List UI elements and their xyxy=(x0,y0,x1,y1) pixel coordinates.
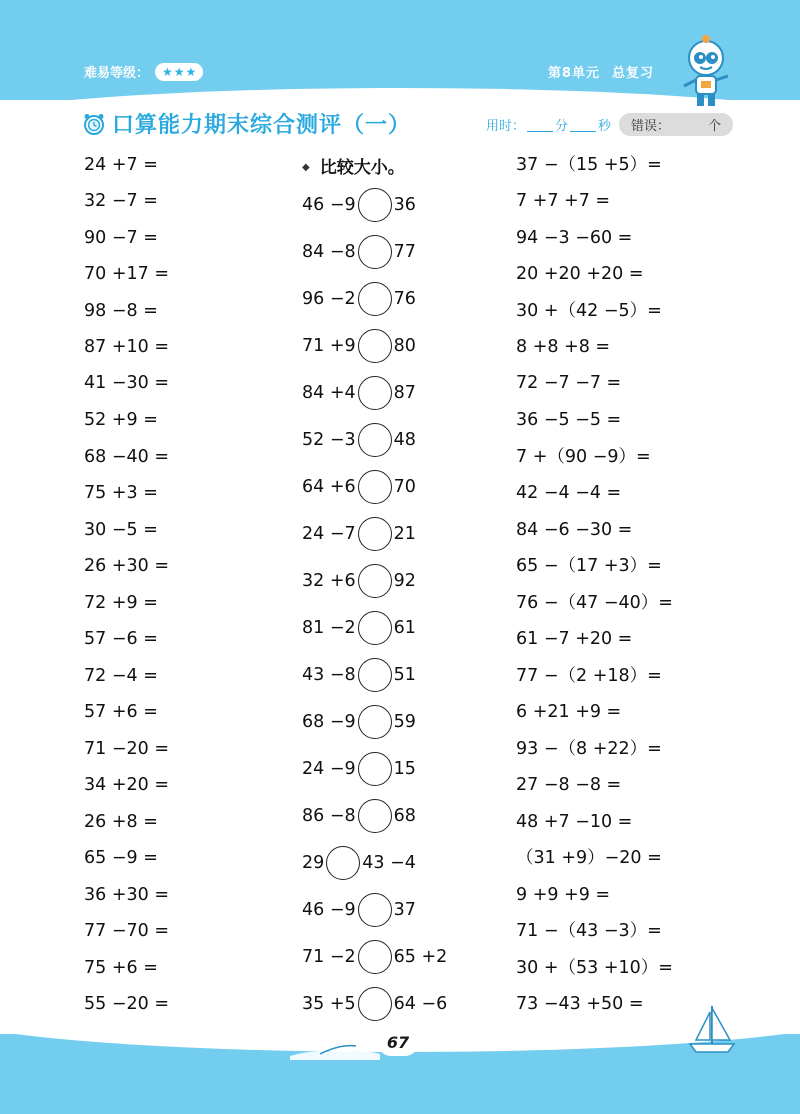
compare-right: 76 xyxy=(393,289,416,309)
problem-item: 90 −7 = xyxy=(84,228,158,248)
answer-circle[interactable] xyxy=(358,517,392,551)
compare-left: 64 +6 xyxy=(302,477,356,497)
compare-left: 24 −7 xyxy=(302,524,356,544)
wave-icon xyxy=(290,1030,380,1060)
compare-left: 35 +5 xyxy=(302,994,356,1014)
answer-circle[interactable] xyxy=(358,987,392,1021)
problem-item: 73 −43 +50 = xyxy=(516,994,644,1014)
problem-item: 37 −（15 +5）= xyxy=(516,155,662,175)
error-unit: 个 xyxy=(708,119,722,134)
compare-item xyxy=(302,752,416,786)
answer-circle[interactable] xyxy=(326,846,360,880)
compare-right: 68 xyxy=(393,806,416,826)
problem-item: 75 +3 = xyxy=(84,483,158,503)
problem-item: 36 −5 −5 = xyxy=(516,410,622,430)
problem-item: 68 −40 = xyxy=(84,447,169,467)
compare-left: 52 −3 xyxy=(302,430,356,450)
compare-item xyxy=(302,423,416,457)
minutes-blank[interactable] xyxy=(527,118,553,132)
problem-item: 34 +20 = xyxy=(84,775,169,795)
problem-item: 6 +21 +9 = xyxy=(516,702,622,722)
compare-right: 61 xyxy=(393,618,416,638)
answer-circle[interactable] xyxy=(358,893,392,927)
problem-item: 93 −（8 +22）= xyxy=(516,739,662,759)
problem-item: （31 +9）−20 = xyxy=(516,848,662,868)
compare-left: 46 −9 xyxy=(302,195,356,215)
answer-circle[interactable] xyxy=(358,235,392,269)
unit-number: 第8单元 xyxy=(548,66,601,81)
difficulty-rating xyxy=(84,62,203,81)
problem-item: 9 +9 +9 = xyxy=(516,885,611,905)
alarm-clock-icon xyxy=(82,112,106,136)
error-label: 错误： xyxy=(631,119,671,134)
diamond-bullet-icon: ◆ xyxy=(302,162,310,173)
compare-left: 86 −8 xyxy=(302,806,356,826)
time-label: 用时： xyxy=(486,119,526,134)
compare-item xyxy=(302,470,416,504)
compare-item xyxy=(302,705,416,739)
compare-left: 29 xyxy=(302,853,325,873)
compare-right: 43 −4 xyxy=(362,853,416,873)
page-title xyxy=(82,108,411,139)
answer-circle[interactable] xyxy=(358,423,392,457)
problem-item: 94 −3 −60 = xyxy=(516,228,633,248)
problem-item: 75 +6 = xyxy=(84,958,158,978)
problem-item: 87 +10 = xyxy=(84,337,169,357)
problem-item: 65 −9 = xyxy=(84,848,158,868)
problem-item: 30 −5 = xyxy=(84,520,158,540)
problem-item: 57 −6 = xyxy=(84,629,158,649)
problem-item: 77 −（2 +18）= xyxy=(516,666,662,686)
time-and-errors xyxy=(486,113,733,136)
compare-left: 84 +4 xyxy=(302,383,356,403)
problem-item: 20 +20 +20 = xyxy=(516,264,644,284)
compare-item xyxy=(302,517,416,551)
compare-item xyxy=(302,282,416,316)
title-text: 口算能力期末综合测评（一） xyxy=(112,113,412,138)
page-number: 67 xyxy=(378,1030,418,1056)
compare-left: 43 −8 xyxy=(302,665,356,685)
compare-left: 68 −9 xyxy=(302,712,356,732)
compare-right: 64 −6 xyxy=(393,994,448,1014)
problem-item: 30 +（53 +10）= xyxy=(516,958,673,978)
unit-title: 总复习 xyxy=(612,66,655,81)
compare-item xyxy=(302,846,416,880)
compare-right: 87 xyxy=(393,383,416,403)
compare-item xyxy=(302,376,416,410)
compare-left: 84 −8 xyxy=(302,242,356,262)
compare-heading xyxy=(302,155,405,181)
problem-item: 71 −20 = xyxy=(84,739,169,759)
answer-circle[interactable] xyxy=(358,658,392,692)
problem-item: 7 +7 +7 = xyxy=(516,191,611,211)
compare-left: 24 −9 xyxy=(302,759,356,779)
problem-item: 48 +7 −10 = xyxy=(516,812,633,832)
problem-item: 77 −70 = xyxy=(84,921,169,941)
problem-item: 30 +（42 −5）= xyxy=(516,301,662,321)
problem-item: 7 +（90 −9）= xyxy=(516,447,651,467)
problem-item: 24 +7 = xyxy=(84,155,158,175)
compare-item xyxy=(302,329,416,363)
answer-circle[interactable] xyxy=(358,799,392,833)
compare-item xyxy=(302,893,416,927)
problem-item: 98 −8 = xyxy=(84,301,158,321)
problem-item: 76 −（47 −40）= xyxy=(516,593,673,613)
compare-right: 59 xyxy=(393,712,416,732)
robot-mascot-icon xyxy=(676,34,736,110)
compare-item xyxy=(302,940,447,974)
star-icon: ★ xyxy=(173,64,185,79)
compare-item xyxy=(302,611,416,645)
compare-right: 15 xyxy=(393,759,416,779)
problem-item: 84 −6 −30 = xyxy=(516,520,633,540)
problem-item: 70 +17 = xyxy=(84,264,169,284)
compare-left: 71 +9 xyxy=(302,336,356,356)
problem-item: 57 +6 = xyxy=(84,702,158,722)
unit-label xyxy=(548,62,654,81)
error-count-field[interactable] xyxy=(619,113,733,136)
problem-item: 8 +8 +8 = xyxy=(516,337,611,357)
answer-circle[interactable] xyxy=(358,470,392,504)
compare-right: 37 xyxy=(393,900,416,920)
problem-item: 72 −7 −7 = xyxy=(516,373,622,393)
answer-circle[interactable] xyxy=(358,188,392,222)
problem-item: 36 +30 = xyxy=(84,885,169,905)
answer-circle[interactable] xyxy=(358,376,392,410)
compare-item xyxy=(302,235,416,269)
answer-circle[interactable] xyxy=(358,282,392,316)
problem-item: 52 +9 = xyxy=(84,410,158,430)
problem-item: 41 −30 = xyxy=(84,373,169,393)
answer-circle[interactable] xyxy=(358,940,392,974)
compare-item xyxy=(302,987,447,1021)
answer-circle[interactable] xyxy=(358,611,392,645)
minutes-label: 分 xyxy=(555,119,569,134)
problem-item: 71 −（43 −3）= xyxy=(516,921,662,941)
compare-item xyxy=(302,188,416,222)
star-icon: ★ xyxy=(162,64,173,79)
compare-right: 48 xyxy=(393,430,416,450)
compare-right: 65 +2 xyxy=(393,947,448,967)
problem-item: 72 +9 = xyxy=(84,593,158,613)
compare-right: 21 xyxy=(393,524,416,544)
problem-item: 72 −4 = xyxy=(84,666,158,686)
answer-circle[interactable] xyxy=(358,564,392,598)
seconds-label: 秒 xyxy=(598,119,612,134)
problem-item: 42 −4 −4 = xyxy=(516,483,622,503)
compare-left: 71 −2 xyxy=(302,947,356,967)
compare-right: 77 xyxy=(393,242,416,262)
star-icon: ★ xyxy=(185,64,197,79)
problem-item: 65 −（17 +3）= xyxy=(516,556,662,576)
problem-item: 26 +8 = xyxy=(84,812,158,832)
compare-right: 92 xyxy=(393,571,416,591)
compare-right: 80 xyxy=(393,336,416,356)
compare-right: 51 xyxy=(393,665,416,685)
problem-item: 55 −20 = xyxy=(84,994,169,1014)
compare-heading-text: 比较大小。 xyxy=(319,158,405,178)
compare-item xyxy=(302,799,416,833)
problem-item: 61 −7 +20 = xyxy=(516,629,633,649)
problem-item: 27 −8 −8 = xyxy=(516,775,622,795)
compare-item xyxy=(302,658,416,692)
compare-left: 81 −2 xyxy=(302,618,356,638)
compare-right: 70 xyxy=(393,477,416,497)
problem-item: 26 +30 = xyxy=(84,556,169,576)
compare-left: 96 −2 xyxy=(302,289,356,309)
compare-left: 32 +6 xyxy=(302,571,356,591)
answer-circle[interactable] xyxy=(358,752,392,786)
compare-item xyxy=(302,564,416,598)
cloud-icon xyxy=(155,63,203,81)
compare-right: 36 xyxy=(393,195,416,215)
sailboat-icon xyxy=(684,1002,740,1058)
compare-left: 46 −9 xyxy=(302,900,356,920)
problem-item: 32 −7 = xyxy=(84,191,158,211)
answer-circle[interactable] xyxy=(358,705,392,739)
answer-circle[interactable] xyxy=(358,329,392,363)
seconds-blank[interactable] xyxy=(570,118,596,132)
difficulty-label: 难易等级： xyxy=(84,66,150,81)
